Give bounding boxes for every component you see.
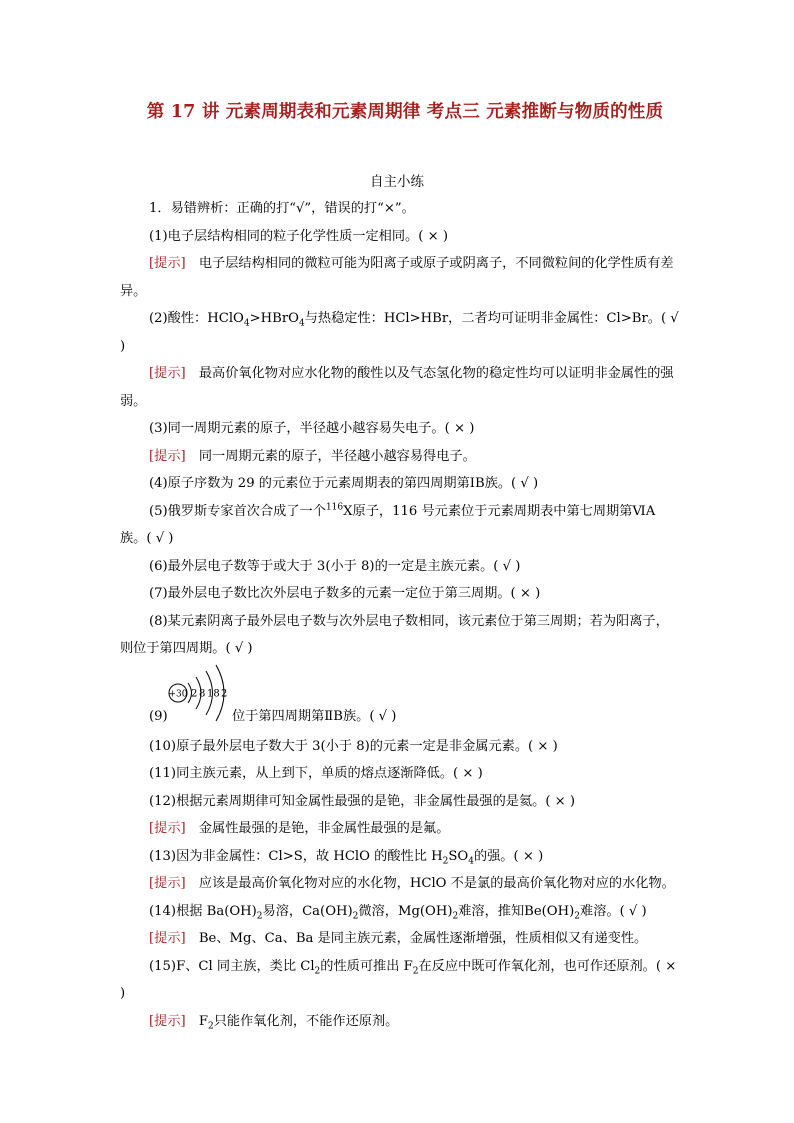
item-5: (5)俄罗斯专家首次合成了一个$^{116}$X原子，116 号元素位于元素周期表中第七周期第ⅥA族。( √ ) <box>120 502 656 546</box>
item-2: (2)酸性：HClO$_4$>HBrO$_4$与热稳定性：HCl>HBr，二者均可证明非金属性：Cl>Br。( √ ) <box>120 311 679 354</box>
shell-3-count: 18 <box>207 688 220 699</box>
item-15: (15)F、Cl 同主族，类比 $Cl_2$的性质可推出 $F_2$在反应中既可作氧化剂，也可作还原剂。( × ) <box>120 958 677 1001</box>
atom-structure-diagram <box>168 663 238 731</box>
hint-label: [提示] <box>149 876 186 891</box>
section-subtitle: 自主小练 <box>370 174 424 190</box>
item-4: (4)原子序数为 29 的元素位于元素周期表的第四周期第ⅠB族。( √ ) <box>149 476 539 491</box>
hint-label: [提示] <box>149 1013 186 1029</box>
page-title: 第 17 讲 元素周期表和元素周期律 考点三 元素推断与物质的性质 <box>146 102 664 122</box>
item-13: (13)因为非金属性：Cl>S，故 HClO 的酸性比 $H_2SO_4$的强。( × ) <box>149 848 544 867</box>
hint-label: [提示] <box>149 256 186 271</box>
hint-1: [提示] 电子层结构相同的微粒可能为阳离子或原子或阴离子，不同微粒间的化学性质有差异。 <box>120 256 674 299</box>
item-9-text: 位于第四周期第ⅡB族。( √ ) <box>232 709 397 724</box>
item-6: (6)最外层电子数等于或大于 3(小于 8)的一定是主族元素。( √ ) <box>149 558 521 574</box>
hint-12: [提示] 金属性最强的是铯，非金属性最强的是氟。 <box>149 821 450 836</box>
hint-2: [提示] 最高价氧化物对应水化物的酸性以及气态氢化物的稳定性均可以证明非金属性的强弱。 <box>120 366 674 409</box>
shell-2-count: 8 <box>199 688 206 699</box>
item-14: (14)根据 $Ba(OH)_2$易溶，$Ca(OH)_2$微溶，$Mg(OH)_2$难溶，推知$Be(OH)_2$难溶。( √ ) <box>149 903 647 922</box>
hint-14: [提示] Be、Mg、Ca、Ba 是同主族元素，金属性逐渐增强，性质相似又有递变性。 <box>149 931 648 946</box>
nucleus-charge: +30 <box>168 689 188 699</box>
exercise-intro: 1．易错辨析：正确的打“√”，错误的打“×”。 <box>149 201 415 216</box>
hint-15: [提示] $F_2$只能作氧化剂，不能作还原剂。 <box>149 1013 399 1032</box>
exercise-body <box>120 195 680 1035</box>
hint-3: [提示] 同一周期元素的原子，半径越小越容易得电子。 <box>149 448 476 464</box>
item-9-label: (9) <box>149 709 168 724</box>
item-1: (1)电子层结构相同的粒子化学性质一定相同。( × ) <box>149 228 448 244</box>
item-3: (3)同一周期元素的原子，半径越小越容易失电子。( × ) <box>149 421 475 436</box>
hint-label: [提示] <box>149 448 186 464</box>
item-11: (11)同主族元素，从上到下，单质的熔点逐渐降低。( × ) <box>149 766 483 781</box>
shell-1-count: 2 <box>191 688 198 699</box>
hint-label: [提示] <box>149 821 186 836</box>
item-7: (7)最外层电子数比次外层电子数多的元素一定位于第三周期。( × ) <box>149 586 541 601</box>
item-10: (10)原子最外层电子数大于 3(小于 8)的元素一定是非金属元素。( × ) <box>149 738 558 754</box>
shell-4-count: 2 <box>221 688 228 699</box>
hint-label: [提示] <box>149 931 186 946</box>
item-8: (8)某元素阴离子最外层电子数与次外层电子数相同，该元素位于第三周期；若为阳离子，则位于第四周期。( √ ) <box>120 613 669 656</box>
item-9 <box>120 663 680 733</box>
hint-13: [提示] 应该是最高价氧化物对应的水化物，HClO 不是氯的最高价氧化物对应的水化物。 <box>149 876 675 891</box>
hint-label: [提示] <box>149 366 186 381</box>
item-12: (12)根据元素周期律可知金属性最强的是铯，非金属性最强的是氦。( × ) <box>149 793 576 809</box>
